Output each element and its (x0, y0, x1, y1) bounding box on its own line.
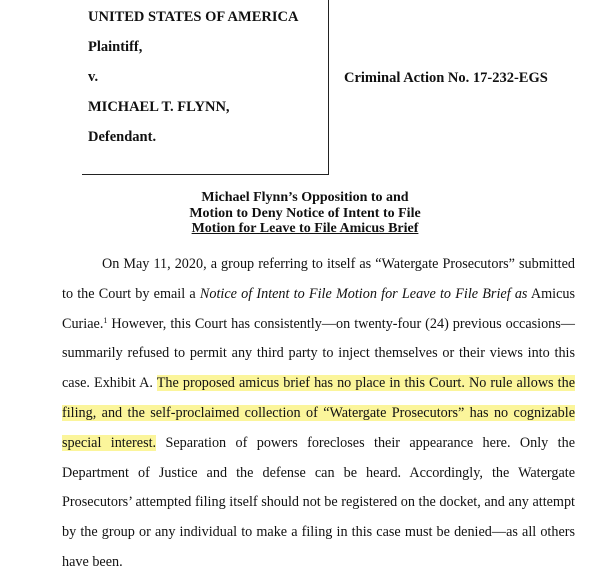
versus-label: v. (88, 69, 99, 85)
body-paragraph (62, 250, 575, 578)
notice-title-italic: Notice of Intent to File Motion for Leave to File Brief as (199, 285, 528, 302)
defendant-name: MICHAEL T. FLYNN, (88, 99, 230, 115)
body-segment-5: Separation of powers forecloses their appearance here. Only the Department of Justice and the defense can be heard. Accordingly, the Watergate Prosecutors’ attempted filing itself should not be registered on the docket, and any attempt by the group or any individual to make a filing in this case must be denied—as all others have been. (62, 434, 575, 570)
body-segment-4: However, this Court has consistently—on twenty-four (24) previous occasions—summarily refused to permit any third party to inject themselves or their views into this case. Exhibit A. (62, 315, 575, 392)
plaintiff-role: Plaintiff, (88, 39, 143, 55)
body-segment-1: On May 11, 2020, a group referring to itself as “Watergate Prosecutors” submitted to the Court by email a (62, 256, 575, 302)
title-line-2: Motion to Deny Notice of Intent to File (189, 205, 421, 221)
caption-parties-box (82, 0, 329, 175)
footnote-marker[interactable]: 1 (103, 315, 108, 325)
case-caption (0, 0, 610, 180)
plaintiff-name: UNITED STATES OF AMERICA (88, 9, 299, 25)
document-title (0, 190, 610, 237)
case-number: Criminal Action No. 17-232-EGS (344, 70, 548, 86)
title-line-1: Michael Flynn’s Opposition to and (201, 190, 409, 205)
highlighted-text: The proposed amicus brief has no place in this Court. No rule allows the filing, and the self-proclaimed collection of “Watergate Prosecutors” has no cognizable special interest. (62, 375, 575, 451)
title-line-3: Motion for Leave to File Amicus Brief (191, 221, 419, 236)
defendant-role: Defendant. (88, 129, 157, 145)
body-segment-3: Amicus Curiae. (62, 285, 576, 332)
